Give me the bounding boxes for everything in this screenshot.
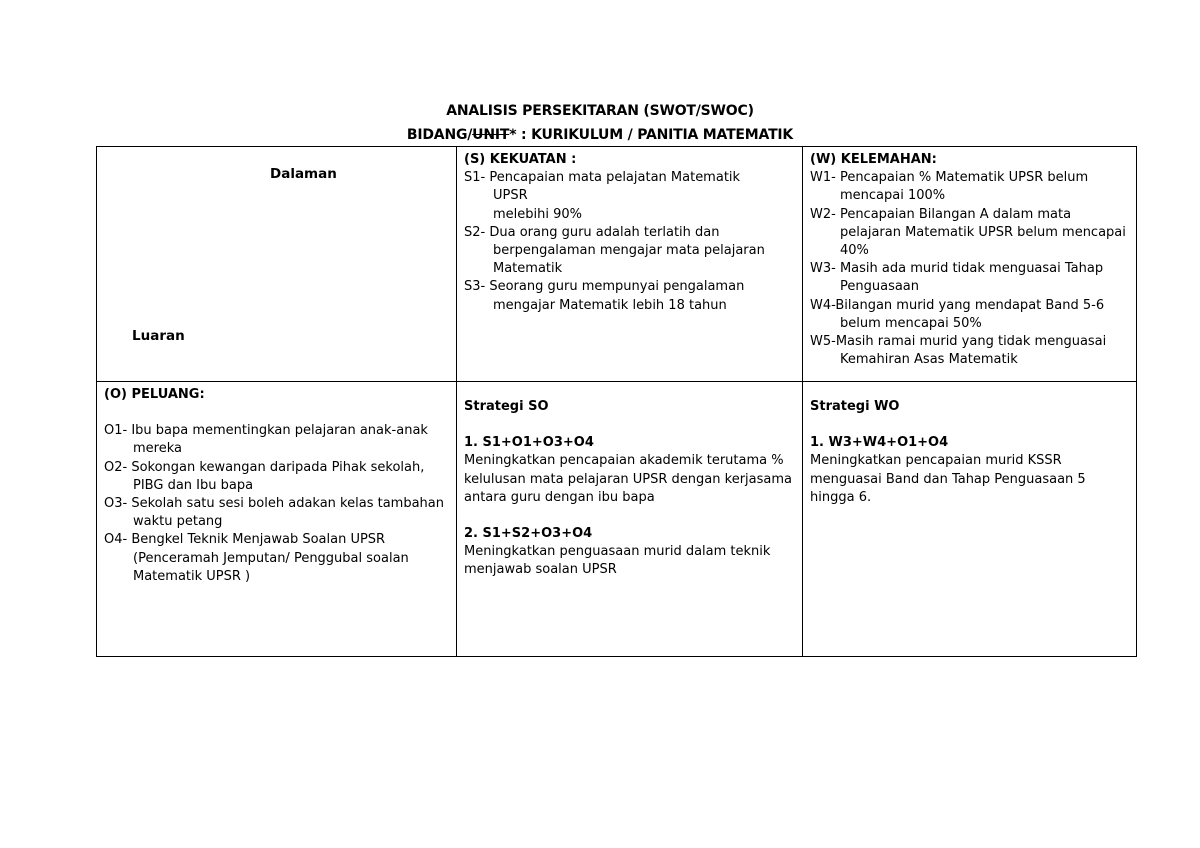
spacer	[464, 416, 795, 434]
opportunities-cell	[97, 382, 457, 657]
opportunity-item-o3: O3- Sekolah satu sesi boleh adakan kelas tambahan waktu petang	[104, 496, 444, 530]
corner-cell	[97, 147, 457, 382]
strength-s1-line: UPSR	[493, 188, 528, 204]
swot-table	[96, 146, 1137, 657]
spacer	[810, 386, 1129, 398]
weaknesses-cell	[803, 147, 1137, 382]
strengths-heading: (S) KEKUATAN :	[464, 152, 577, 167]
strategy-wo-heading: Strategi WO	[810, 399, 900, 414]
strategy-so-2-label: 2. S1+S2+O3+O4	[464, 526, 593, 542]
opportunity-item-o4: O4- Bengkel Teknik Menjawab Soalan UPSR (Penceramah Jemputan/ Penggubal soalan Matematik UPSR )	[104, 532, 409, 584]
strategy-wo-1-label: 1. W3+W4+O1+O4	[810, 435, 949, 451]
weakness-item-w5: W5-Masih ramai murid yang tidak menguasai Kemahiran Asas Matematik	[810, 334, 1107, 368]
weaknesses-heading: (W) KELEMAHAN:	[810, 152, 937, 167]
subtitle-prefix: BIDANG/	[406, 127, 473, 143]
strengths-cell	[457, 147, 803, 382]
strategy-so-heading: Strategi SO	[464, 399, 549, 414]
swot-row-external	[97, 382, 1137, 657]
strategy-wo-cell	[803, 382, 1137, 657]
spacer	[464, 386, 795, 398]
swot-row-internal	[97, 147, 1137, 382]
spacer	[464, 507, 795, 525]
strength-item-s3: S3- Seorang guru mempunyai pengalaman mengajar Matematik lebih 18 tahun	[464, 279, 745, 313]
document-subtitle	[0, 127, 1200, 143]
strength-s1-line: melebihi 90%	[493, 206, 583, 222]
label-dalaman: Dalaman	[270, 166, 337, 182]
subtitle-struck-word: UNIT	[472, 127, 510, 143]
strength-item-s1	[464, 169, 795, 224]
strength-s1-line: S1- Pencapaian mata pelajatan Matematik	[464, 170, 741, 186]
strategy-so-1-text: Meningkatkan pencapaian akademik terutama % kelulusan mata pelajaran UPSR dengan kerjasama antara guru dengan ibu bapa	[464, 453, 792, 505]
spacer	[810, 416, 1129, 434]
strategy-so-1-label: 1. S1+O1+O3+O4	[464, 435, 594, 451]
subtitle-suffix: * : KURIKULUM / PANITIA MATEMATIK	[509, 127, 794, 143]
weakness-item-w2: W2- Pencapaian Bilangan A dalam mata pelajaran Matematik UPSR belum mencapai 40%	[810, 206, 1126, 259]
weakness-item-w3: W3- Masih ada murid tidak menguasai Tahap Penguasaan	[810, 261, 1104, 295]
opportunity-item-o1: O1- Ibu bapa mementingkan pelajaran anak-anak mereka	[104, 423, 428, 457]
opportunity-item-o2: O2- Sokongan kewangan daripada Pihak sekolah, PIBG dan Ibu bapa	[104, 459, 425, 493]
label-luaran: Luaran	[132, 328, 185, 344]
document-title: ANALISIS PERSEKITARAN (SWOT/SWOC)	[446, 103, 754, 119]
weakness-item-w1: W1- Pencapaian % Matematik UPSR belum mencapai 100%	[810, 170, 1089, 204]
opportunities-heading: (O) PELUANG:	[104, 387, 205, 402]
spacer	[104, 404, 449, 422]
strategy-so-cell	[457, 382, 803, 657]
strategy-so-2-text: Meningkatkan penguasaan murid dalam teknik menjawab soalan UPSR	[464, 544, 771, 578]
weakness-item-w4: W4-Bilangan murid yang mendapat Band 5-6 belum mencapai 50%	[810, 297, 1105, 331]
strength-item-s2: S2- Dua orang guru adalah terlatih dan berpengalaman mengajar mata pelajaran Matematik	[464, 224, 765, 277]
strategy-wo-1-text: Meningkatkan pencapaian murid KSSR menguasai Band dan Tahap Penguasaan 5 hingga 6.	[810, 453, 1086, 505]
